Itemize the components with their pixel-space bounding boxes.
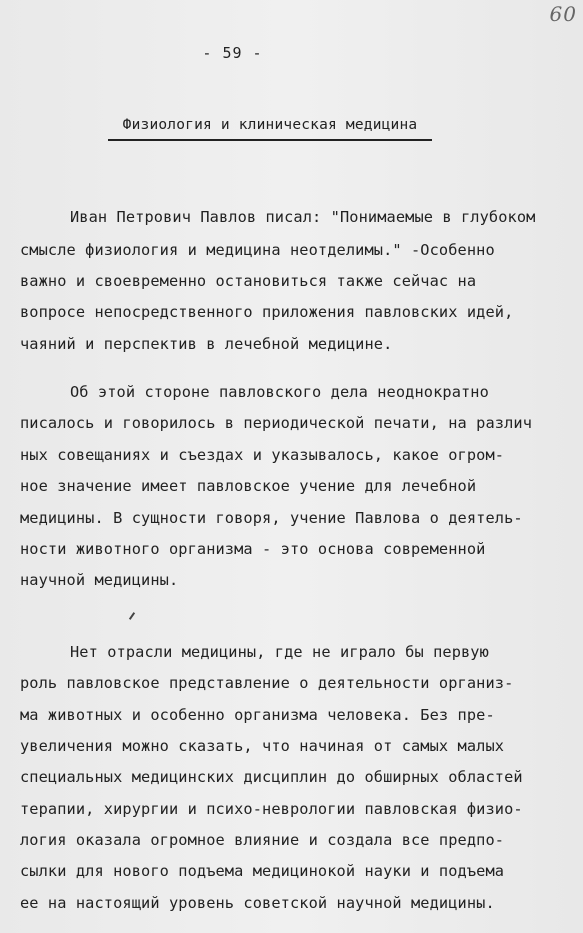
text-line: смысле физиология и медицина неотделимы." -Особенно [20,241,495,259]
text-line: ных совещаниях и съездах и указывалось, какое огром- [20,446,505,464]
text-line: писалось и говорилось в периодической печати, на различ [20,414,533,432]
text-line: медицины. В сущности говоря, учение Павлова о деятель- [20,509,523,527]
text-line: ее на настоящий уровень советской научной медицины. [20,894,495,912]
text-line: ное значение имеет павловское учение для лечебной [20,477,477,495]
text-line: терапии, хирургии и психо-неврологии павловская физио- [20,800,523,818]
text-line: логия оказала огромное влияние и создала все предпо- [20,831,505,849]
handwritten-folio-number: 60 [549,2,577,26]
page-number: - 59 - [202,44,263,62]
text-line: специальных медицинских дисциплин до обширных областей [20,768,523,786]
text-line: ности животного организма - это основа современной [20,540,486,558]
text-line: ма животных и особенно организма человека. Без пре- [20,706,495,724]
text-line: научной медицины. [20,571,179,589]
text-line: вопросе непосредственного приложения павловских идей, [20,303,514,321]
text-line: Нет отрасли медицины, где не играло бы первую [70,643,489,661]
page-title: Физиология и клиническая медицина [108,117,432,141]
text-line: чаяний и перспектив в лечебной медицине. [20,335,393,353]
stray-pen-mark [129,612,135,620]
text-line: увеличения можно сказать, что начиная от самых малых [20,737,505,755]
text-line: сылки для нового подъема медицинокой науки и подъема [20,862,505,880]
text-line: Об этой стороне павловского дела неоднократно [70,383,489,401]
text-line: роль павловское представление о деятельности организ- [20,674,514,692]
text-line: важно и своевременно остановиться также сейчас на [20,272,477,290]
text-line: Иван Петрович Павлов писал: "Понимаемые в глубоком [70,208,536,226]
